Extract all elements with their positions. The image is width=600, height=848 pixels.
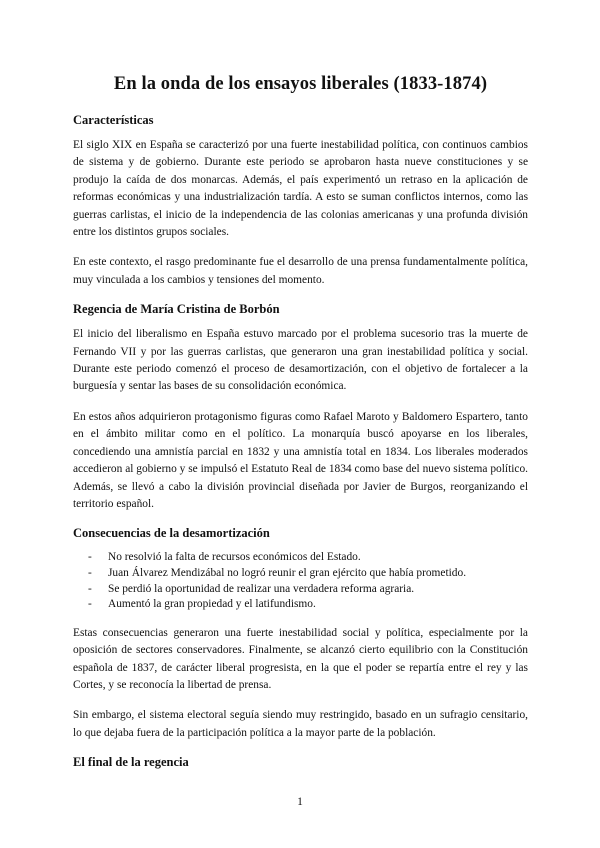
bullet-dash: - <box>88 582 92 595</box>
list-item <box>73 582 528 598</box>
list-item-text: Se perdió la oportunidad de realizar una verdadera reforma agraria. <box>108 582 415 595</box>
section-heading-consecuencias: Consecuencias de la desamortización <box>73 526 270 541</box>
paragraph: En estos años adquirieron protagonismo figuras como Rafael Maroto y Baldomero Espartero, tanto en el ámbito militar como en el político. La monarquía buscó apoyarse en los liberales, concediendo una amnistía parcial en 1832 y una amnistía total en 1834. Los liberales moderados accedieron al gobierno y se impulsó el Estatuto Real de 1834 como base del nuevo sistema político. Además, se llevó a cabo la división provincial diseñada por Javier de Burgos, reorganizando el territorio español. <box>73 410 528 510</box>
paragraph: Sin embargo, el sistema electoral seguía siendo muy restringido, basado en un sufragio censitario, lo que dejaba fuera de la participación política a la mayor parte de la población. <box>73 709 528 739</box>
section-heading-caracteristicas: Características <box>73 113 154 127</box>
list-item-text: Juan Álvarez Mendizábal no logró reunir el gran ejército que había prometido. <box>108 566 467 579</box>
section-heading-regencia: Regencia de María Cristina de Borbón <box>73 302 280 317</box>
bullet-dash: - <box>88 566 92 579</box>
section-heading-final: El final de la regencia <box>73 755 189 770</box>
paragraph: En este contexto, el rasgo predominante fue el desarrollo de una prensa fundamentalmente política, muy vinculada a los cambios y tensiones del momento. <box>73 256 528 286</box>
list-item <box>73 566 528 582</box>
page-number: 1 <box>297 796 303 808</box>
page-content <box>73 74 528 779</box>
list-item-text: Aumentó la gran propiedad y el latifundismo. <box>108 598 316 611</box>
bullet-dash: - <box>88 598 92 611</box>
list-item <box>73 550 528 566</box>
paragraph: Estas consecuencias generaron una fuerte inestabilidad social y política, especialmente por la oposición de sectores conservadores. Finalmente, se alcanzó cierto equilibrio con la Constitución española de 1837, de carácter liberal progresista, en la que el poder se repartía entre el rey y las Cortes, y se reconocía la libertad de prensa. <box>73 626 528 691</box>
consequences-list <box>73 550 528 612</box>
bullet-dash: - <box>88 551 92 564</box>
paragraph: El siglo XIX en España se caracterizó por una fuerte inestabilidad política, con continuos cambios de sistema y de gobierno. Durante este periodo se aprobaron hasta nueve constituciones y se produjo la caída de dos monarcas. Además, el país experimentó un retraso en la aplicación de reformas económicas y una industrialización tardía. A esto se suman conflictos internos, como las guerras carlistas, el inicio de la independencia de las colonias americanas y una profunda división entre los distintos grupos sociales. <box>73 139 528 239</box>
list-item <box>73 597 528 613</box>
list-item-text: No resolvió la falta de recursos económicos del Estado. <box>108 551 361 564</box>
paragraph: El inicio del liberalismo en España estuvo marcado por el problema sucesorio tras la muerte de Fernando VII y por las guerras carlistas, que generaron una gran inestabilidad política y social. Durante este periodo comenzó el proceso de desamortización, con el objetivo de fortalecer a la burguesía y sentar las bases de su consolidación económica. <box>73 328 528 393</box>
page-title: En la onda de los ensayos liberales (1833-1874) <box>113 74 488 94</box>
